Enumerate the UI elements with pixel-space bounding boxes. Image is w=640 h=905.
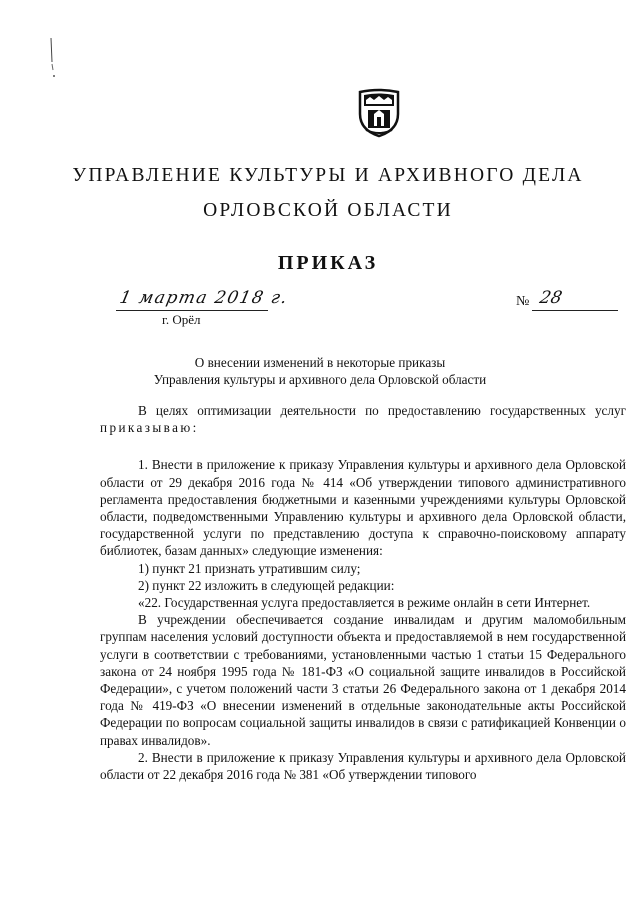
number-underline [532,310,618,311]
organization-name-line1: УПРАВЛЕНИЕ КУЛЬТУРЫ И АРХИВНОГО ДЕЛА [72,165,584,186]
preamble-text: В целях оптимизации деятельности по предоставлению государственных услуг [138,403,626,418]
subject-line2: Управления культуры и архивного дела Орловской области [153,372,487,387]
paragraph-quote-22: «22. Государственная услуга предоставляется в режиме онлайн в сети Интернет. [138,595,591,611]
subject-line1: О внесении изменений в некоторые приказы [194,355,446,370]
paragraph-accessibility: В учреждении обеспечивается создание инвалидам и другим маломобильным группам населения условий доступности объекта и предоставляемой в нем государственной услуги в соответствии с требованиями, установленными частью 1 статьи 15 Федерального закона от 24 ноября 1995 года № 181-ФЗ «О социальной защите инвалидов в Российской Федерации», с учетом положений части 3 статьи 26 Федерального закона от 1 декабря 2014 года № 419-ФЗ «О внесении изменений в отдельные законодательные акты Российской Федерации по вопросам социальной защиты инвалидов в связи с ратификацией Конвенции о правах инвалидов». [100,612,626,748]
order-subject [0,354,640,388]
document-body [100,402,626,783]
city-label: г. Орёл [162,312,201,327]
date-underline [116,310,268,311]
paragraph-2: 2. Внести в приложение к приказу Управления культуры и архивного дела Орловской области от 22 декабря 2016 года № 381 «Об утверждении типового [100,749,626,783]
organization-name-line2: ОРЛОВСКОЙ ОБЛАСТИ [203,200,453,221]
preamble-colon: : [192,420,197,436]
paragraph-item-2: 2) пункт 22 изложить в следующей редакции: [138,577,395,593]
margin-pen-mark [48,36,60,80]
handwritten-number: 28 [537,288,564,308]
coat-of-arms-icon [356,86,402,138]
number-label: № [516,294,530,309]
order-verb: приказываю [100,420,193,436]
paragraph-item-1: 1) пункт 21 признать утратившим силу; [138,560,361,576]
preamble-paragraph [100,402,626,436]
handwritten-date: 1 марта 2018 г. [117,288,291,308]
document-type-title: ПРИКАЗ [277,252,379,274]
paragraph-1: 1. Внести в приложение к приказу Управления культуры и архивного дела Орловской области от 29 декабря 2016 года № 414 «Об утверждении типового административного регламента предоставления бюджетными и казенными учреждениями культуры Орловской области, подведомственными Управлению культуры и архивного дела Орловской области, государственной услуги по представлению доступа к справочно-поисковому аппарату библиотек, базам данных» следующие изменения: [100,457,626,559]
